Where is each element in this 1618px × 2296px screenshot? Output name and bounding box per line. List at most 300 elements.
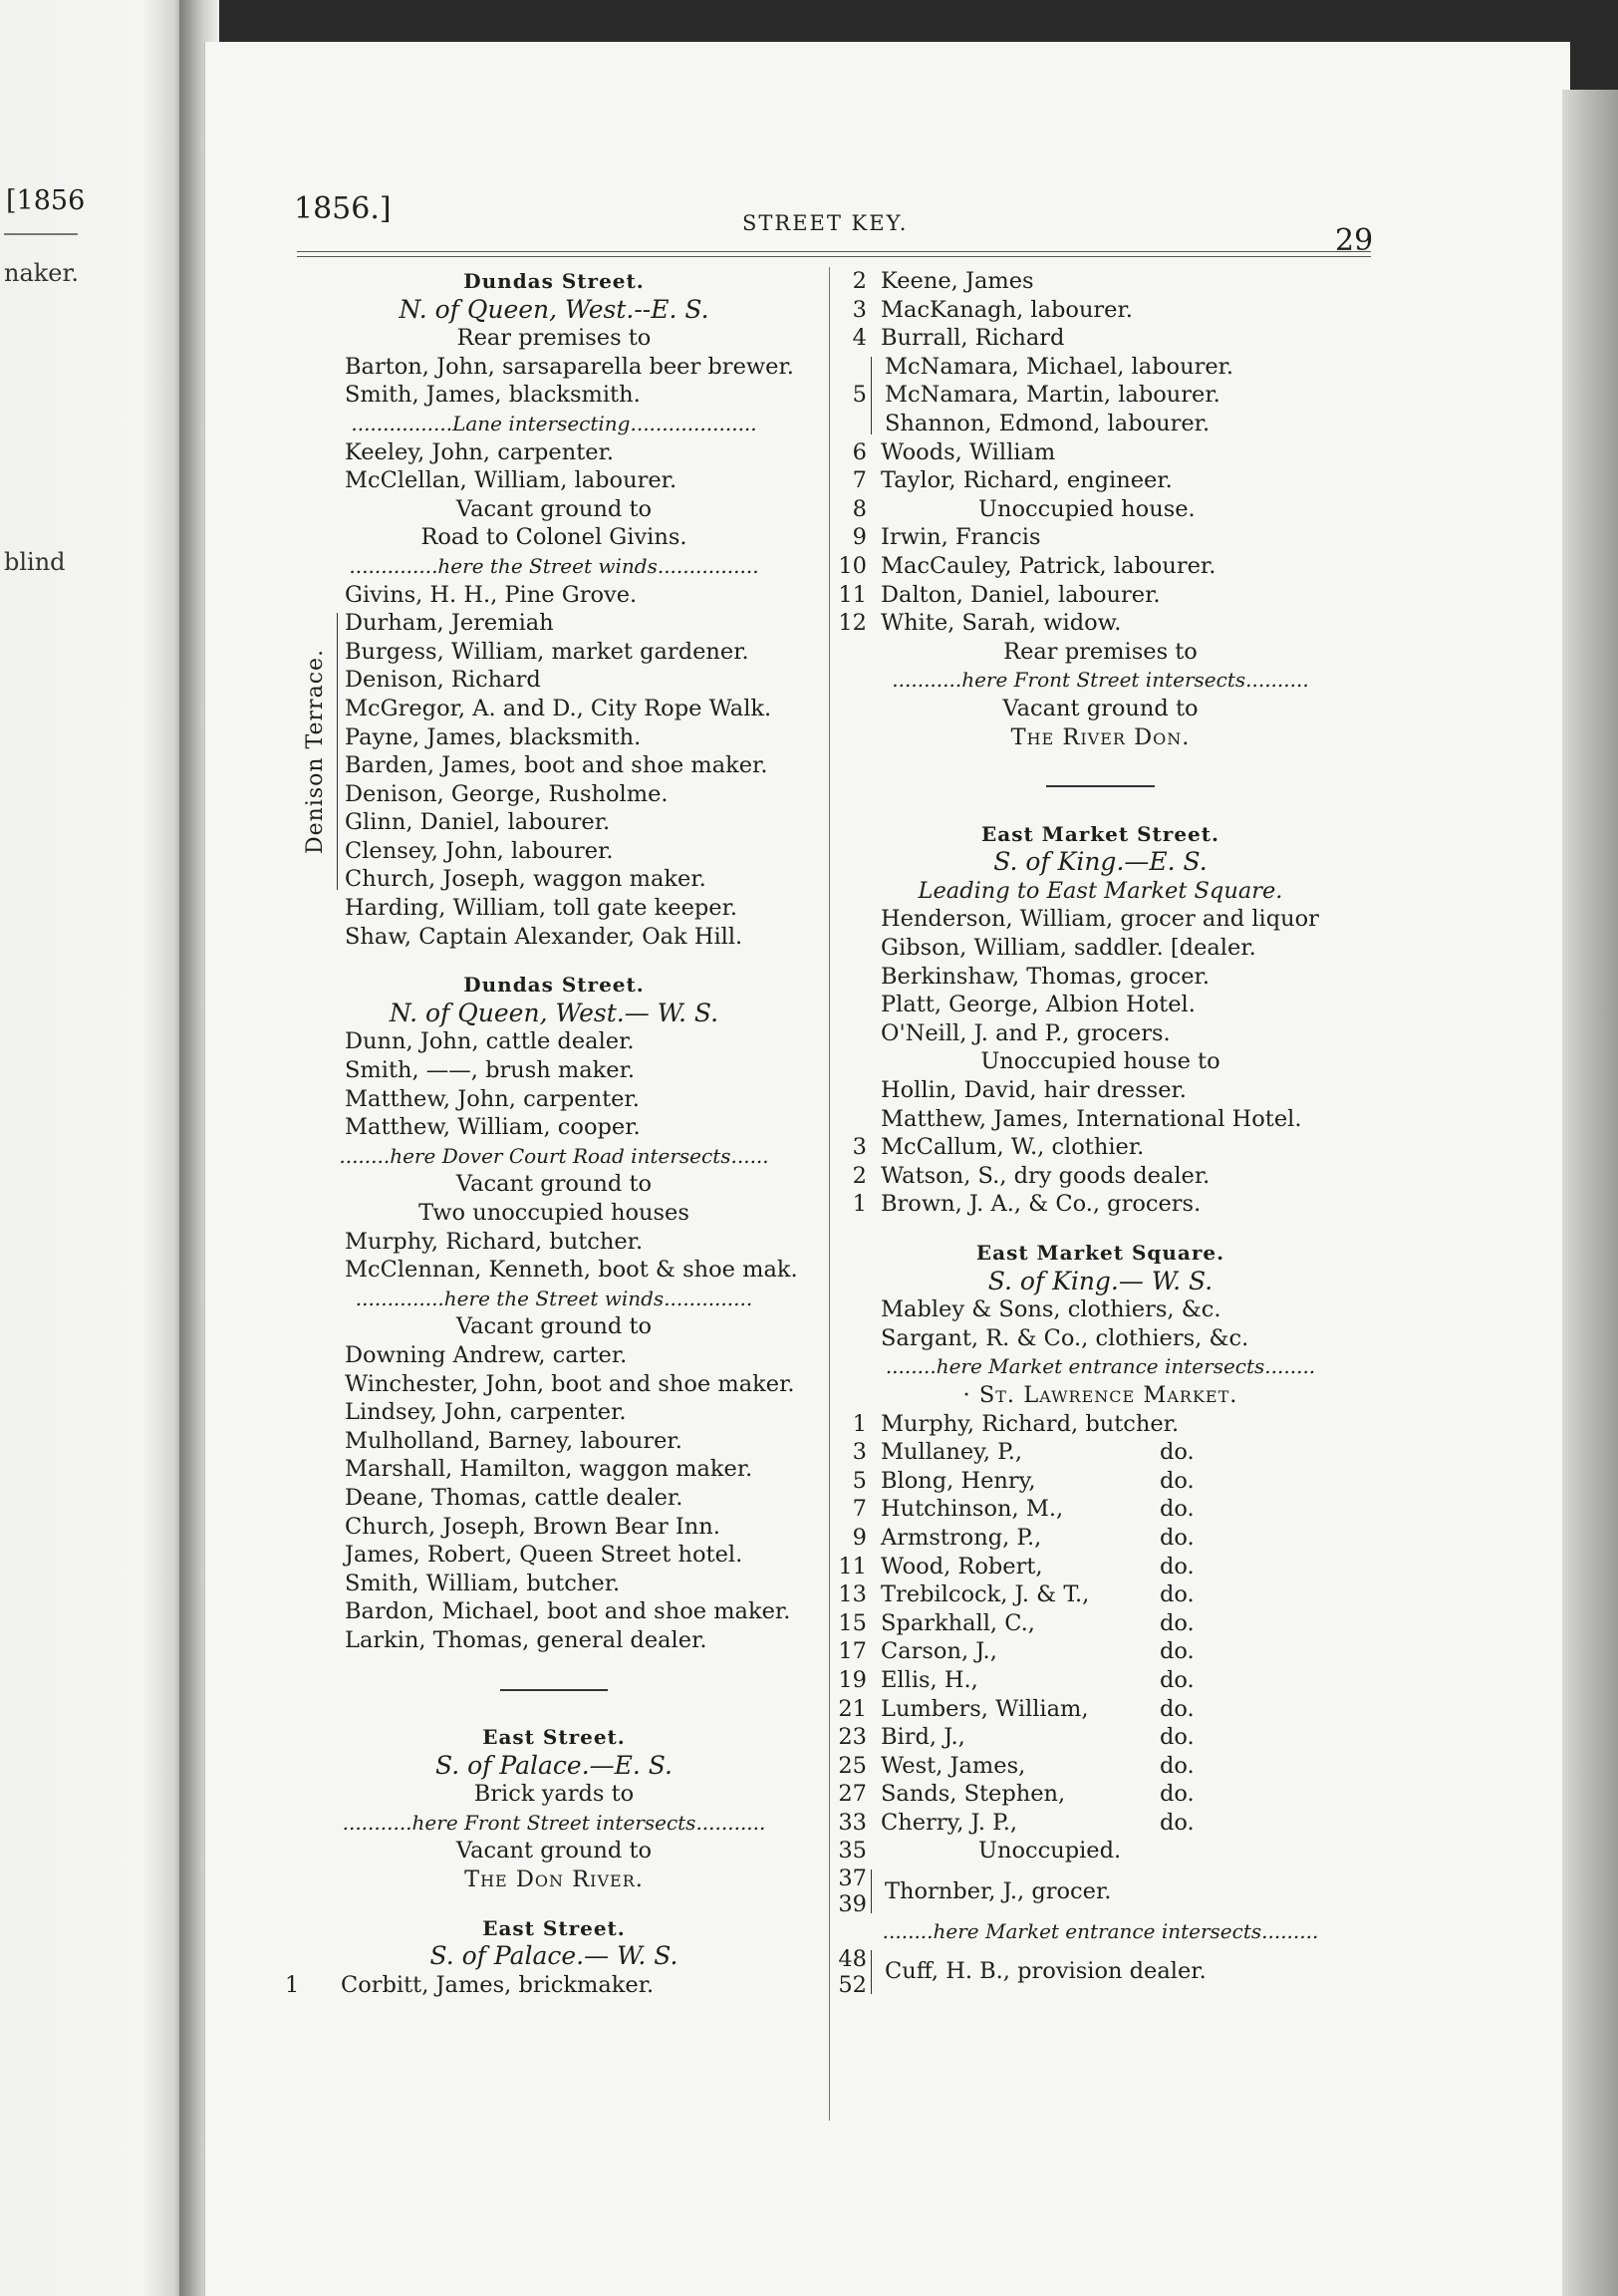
street-subheading: [829, 848, 1372, 877]
street-heading: [285, 1914, 823, 1943]
line-text: O'Neill, J. and P., grocers.: [881, 1019, 1171, 1046]
line-text: East Market Square.: [975, 1241, 1225, 1265]
line-text: Brick yards to: [473, 1781, 635, 1808]
ditto-mark: do.: [1160, 1809, 1195, 1836]
italic-note: [829, 877, 1372, 906]
numbered-entry: [829, 495, 1372, 524]
entry-text: Burgess, William, market gardener.: [345, 638, 749, 665]
directory-entry: [285, 837, 823, 866]
entry-text: Cuff, H. B., provision dealer.: [885, 1958, 1207, 1985]
street-subheading: [285, 296, 823, 325]
entry-text: McNamara, Martin, labourer.: [885, 382, 1220, 409]
ditto-mark: do.: [1160, 1724, 1195, 1751]
entry-text: Church, Joseph, waggon maker.: [345, 866, 706, 893]
numbered-entry: [829, 1524, 1372, 1553]
left-column: [285, 267, 823, 1999]
numbered-entry: [829, 581, 1372, 610]
line-text: Church, Joseph, Brown Bear Inn.: [345, 1513, 720, 1540]
entry-text: Dalton, Daniel, labourer.: [881, 581, 1161, 608]
line-text: Matthew, James, International Hotel.: [881, 1105, 1302, 1132]
entry-text: Corbitt, James, brickmaker.: [341, 1971, 655, 1998]
spacer: [285, 951, 823, 971]
ditto-mark: do.: [1160, 1666, 1195, 1693]
ditto-mark: do.: [1160, 1524, 1195, 1551]
numbered-entry: [829, 267, 1372, 296]
line-text: Marshall, Hamilton, waggon maker.: [345, 1456, 753, 1483]
directory-entry: [829, 963, 1372, 992]
line-text: S. of King.—E. S.: [993, 847, 1208, 877]
intersection-line: [285, 410, 823, 438]
house-number: 7: [852, 467, 867, 494]
entry-text: Barden, James, boot and shoe maker.: [345, 752, 768, 779]
house-number: 1: [285, 1971, 300, 1998]
centered-note: [285, 523, 823, 552]
entry-text: Durham, Jeremiah: [345, 610, 554, 637]
house-number: 52: [838, 1971, 867, 1998]
house-number: 8: [852, 495, 867, 522]
line-text: ................Lane intersecting....................: [351, 411, 757, 435]
line-text: Vacant ground to: [455, 495, 653, 522]
small-caps-note: [829, 723, 1372, 752]
line-text: Hollin, David, hair dresser.: [881, 1077, 1187, 1104]
spacer: [285, 1655, 823, 1675]
previous-page-text: naker.: [4, 259, 79, 287]
line-text: Rear premises to: [456, 325, 652, 352]
line-text: The Don River.: [464, 1866, 644, 1893]
spacer: [829, 751, 1372, 771]
directory-entry: [285, 1056, 823, 1085]
numbered-entry: [829, 1809, 1372, 1838]
house-number: 1: [852, 1410, 867, 1437]
directory-entry: [285, 381, 823, 410]
directory-entry: [285, 1626, 823, 1655]
directory-entry: [285, 1027, 823, 1056]
ditto-mark: do.: [1160, 1467, 1195, 1494]
directory-entry: [285, 438, 823, 467]
directory-entry: [285, 1113, 823, 1142]
house-number: 3: [852, 296, 867, 323]
header-rule: [297, 251, 1371, 252]
numbered-entry: [829, 1780, 1372, 1809]
entry-text: White, Sarah, widow.: [881, 610, 1122, 637]
numbered-entry: [829, 1666, 1372, 1695]
numbered-entry: [829, 324, 1372, 353]
entry-text: Lumbers, William,: [881, 1695, 1089, 1722]
line-text: The River Don.: [1010, 723, 1191, 750]
line-text: Vacant ground to: [455, 1838, 653, 1865]
street-heading: [285, 1723, 823, 1752]
centered-note: [829, 638, 1372, 667]
bracketed-group: [285, 609, 823, 894]
ditto-mark: do.: [1160, 1609, 1195, 1636]
directory-entry: [285, 1085, 823, 1114]
ditto-mark: do.: [1160, 1439, 1195, 1466]
directory-entry: [285, 723, 823, 752]
directory-entry: [285, 865, 823, 894]
entry-text: Blong, Henry,: [881, 1467, 1036, 1494]
house-number: 33: [838, 1809, 867, 1836]
line-text: Murphy, Richard, butcher.: [345, 1228, 644, 1255]
line-text: ..............here the Street winds..............: [355, 1286, 753, 1310]
ditto-mark: do.: [1160, 1638, 1195, 1665]
house-number: 27: [838, 1781, 867, 1808]
numbered-entry: [829, 1723, 1372, 1752]
line-text: Leading to East Market Square.: [918, 877, 1283, 904]
centered-note: [285, 1837, 823, 1866]
house-number: 25: [838, 1752, 867, 1779]
line-text: East Street.: [482, 1725, 626, 1750]
entry-text: Unoccupied.: [978, 1838, 1122, 1865]
house-number: 35: [838, 1838, 867, 1865]
directory-entry: [285, 1513, 823, 1542]
street-subheading: [829, 1268, 1372, 1296]
numbered-entry: [829, 523, 1372, 552]
directory-entry: [285, 1398, 823, 1427]
entry-text: Watson, S., dry goods dealer.: [881, 1162, 1211, 1189]
entry-text: Thornber, J., grocer.: [885, 1877, 1112, 1904]
line-text: Vacant ground to: [1002, 695, 1199, 721]
divider-line: [1046, 785, 1155, 787]
line-text: Deane, Thomas, cattle dealer.: [345, 1484, 683, 1511]
line-text: Givins, H. H., Pine Grove.: [345, 581, 638, 608]
centered-note: [285, 1312, 823, 1341]
numbered-entry: [829, 1438, 1372, 1467]
directory-entry: [829, 410, 1372, 438]
house-number: 37: [838, 1866, 867, 1892]
centered-note: [285, 1780, 823, 1809]
line-text: ........here Market entrance intersects........: [885, 1354, 1316, 1379]
line-text: Larkin, Thomas, general dealer.: [345, 1626, 707, 1653]
bracketed-group: [829, 1946, 1372, 1998]
directory-entry: [829, 381, 1372, 410]
house-number: 5: [852, 1467, 867, 1494]
ditto-mark: do.: [1160, 1553, 1195, 1579]
spacer: [829, 1219, 1372, 1239]
directory-entry: [285, 1570, 823, 1598]
spacer: [285, 1703, 823, 1723]
line-text: Mulholland, Barney, labourer.: [345, 1427, 682, 1454]
section-divider: [285, 1675, 823, 1704]
line-text: Matthew, William, cooper.: [345, 1114, 641, 1141]
numbered-entry: [829, 438, 1372, 467]
bracketed-group: [829, 1866, 1372, 1917]
street-heading: [829, 820, 1372, 849]
section-divider: [829, 771, 1372, 800]
directory-entry: [285, 1597, 823, 1626]
numbered-entry: [829, 1837, 1372, 1866]
entry-text: Sparkhall, C.,: [881, 1609, 1035, 1636]
line-text: Vacant ground to: [455, 1171, 653, 1198]
group-label: Denison Terrace.: [303, 649, 328, 855]
line-text: Smith, ——, brush maker.: [345, 1057, 636, 1084]
intersection-line: [285, 1142, 823, 1171]
page-edges: [1562, 90, 1618, 2296]
house-number: 2: [852, 1162, 867, 1189]
directory-entry: [285, 1370, 823, 1399]
intersection-line: [285, 1809, 823, 1838]
directory-entry: [285, 1484, 823, 1513]
ditto-mark: do.: [1160, 1581, 1195, 1608]
centered-note: [829, 1047, 1372, 1076]
entry-text: Wood, Robert,: [881, 1553, 1043, 1579]
house-number: 23: [838, 1724, 867, 1751]
entry-text: Ellis, H.,: [881, 1666, 978, 1693]
numbered-entry: [829, 552, 1372, 581]
ditto-mark: do.: [1160, 1781, 1195, 1808]
street-heading: [285, 267, 823, 296]
line-text: Henderson, William, grocer and liquor: [881, 906, 1319, 933]
house-number: 48: [838, 1945, 867, 1972]
line-text: ........here Dover Court Road intersects......: [339, 1143, 769, 1168]
entry-text: Burrall, Richard: [881, 325, 1065, 352]
entry-text: Cherry, J. P.,: [881, 1809, 1018, 1836]
line-text: S. of King.— W. S.: [987, 1266, 1214, 1295]
small-caps-note: [285, 1866, 823, 1894]
numbered-entry: [829, 1495, 1372, 1524]
line-text: N. of Queen, West.--E. S.: [399, 294, 709, 324]
numbered-entry: [829, 296, 1372, 325]
house-number: 3: [852, 1439, 867, 1466]
line-text: ...........here Front Street intersects..........: [892, 668, 1309, 693]
line-text: Mabley & Sons, clothiers, &c.: [881, 1296, 1221, 1323]
entry-text: MacCauley, Patrick, labourer.: [881, 552, 1216, 579]
directory-entry: [285, 808, 823, 837]
entry-text: Taylor, Richard, engineer.: [881, 467, 1173, 494]
house-number: 39: [838, 1891, 867, 1918]
numbered-entry: [829, 1637, 1372, 1666]
line-text: Lindsey, John, carpenter.: [345, 1399, 627, 1426]
line-text: S. of Palace.—E. S.: [435, 1750, 673, 1780]
house-number: 9: [852, 524, 867, 551]
entry-text: Glinn, Daniel, labourer.: [345, 809, 611, 836]
directory-entry: [285, 695, 823, 723]
directory-entry: [285, 353, 823, 382]
line-text: East Market Street.: [981, 821, 1219, 846]
numbered-entry: [829, 1410, 1372, 1439]
street-subheading: [285, 1752, 823, 1781]
street-heading: [829, 1239, 1372, 1268]
directory-entry: [829, 991, 1372, 1019]
line-text: ..............here the Street winds................: [349, 553, 759, 578]
house-number: 11: [838, 581, 867, 608]
entry-text: West, James,: [881, 1752, 1026, 1779]
entry-text: McGregor, A. and D., City Rope Walk.: [345, 695, 772, 721]
line-text: Dundas Street.: [463, 269, 645, 293]
line-text: ........here Market entrance intersects.........: [882, 1919, 1319, 1944]
centered-note: [829, 695, 1372, 723]
entry-text: MacKanagh, labourer.: [881, 296, 1133, 323]
directory-entry: [285, 751, 823, 780]
numbered-entry: [829, 1133, 1372, 1162]
bracketed-group: [829, 353, 1372, 438]
ditto-mark: do.: [1160, 1496, 1195, 1523]
house-number: 6: [852, 438, 867, 465]
house-number: 19: [838, 1666, 867, 1693]
previous-page-rule: [4, 233, 78, 235]
directory-entry: [829, 1105, 1372, 1134]
directory-entry: [829, 1019, 1372, 1048]
line-text: Two unoccupied houses: [418, 1200, 689, 1226]
line-text: East Street.: [482, 1915, 626, 1940]
line-text: James, Robert, Queen Street hotel.: [345, 1542, 743, 1569]
line-text: Vacant ground to: [455, 1313, 653, 1340]
line-text: Gibson, William, saddler. [dealer.: [881, 935, 1256, 962]
centered-note: [285, 1199, 823, 1228]
house-number: 2: [852, 268, 867, 294]
line-text: Platt, George, Albion Hotel.: [881, 992, 1196, 1018]
previous-page-edge: [0, 0, 189, 2296]
line-text: Unoccupied house to: [980, 1048, 1220, 1075]
house-number: 10: [838, 552, 867, 579]
directory-entry: [285, 1256, 823, 1285]
intersection-line: [285, 1285, 823, 1313]
line-text: Rear premises to: [1003, 638, 1198, 665]
house-number: 9: [852, 1524, 867, 1551]
directory-entry: [285, 609, 823, 638]
directory-entry: [829, 1295, 1372, 1324]
entry-text: Brown, J. A., & Co., grocers.: [881, 1191, 1202, 1218]
line-text: Sargant, R. & Co., clothiers, &c.: [881, 1324, 1249, 1351]
numbered-entry: [829, 1580, 1372, 1609]
intersection-line: [829, 1352, 1372, 1381]
directory-entry: [285, 1427, 823, 1456]
directory-entry: [829, 1957, 1372, 1986]
entry-text: McCallum, W., clothier.: [881, 1134, 1145, 1161]
numbered-entry: [829, 1695, 1372, 1724]
entry-text: Keene, James: [881, 268, 1034, 294]
numbered-entry: [285, 1971, 823, 2000]
entry-text: Murphy, Richard, butcher.: [881, 1410, 1180, 1437]
house-number: 5: [852, 382, 867, 409]
directory-entry: [285, 581, 823, 610]
numbered-entry: [829, 1467, 1372, 1496]
line-text: Shaw, Captain Alexander, Oak Hill.: [345, 923, 743, 950]
street-subheading: [285, 1000, 823, 1028]
numbered-entry: [829, 1752, 1372, 1781]
entry-text: McNamara, Michael, labourer.: [885, 353, 1234, 380]
entry-text: Sands, Stephen,: [881, 1781, 1066, 1808]
directory-entry: [829, 1877, 1372, 1906]
numbered-entry: [829, 1162, 1372, 1191]
line-text: S. of Palace.— W. S.: [429, 1941, 678, 1971]
entry-text: Carson, J.,: [881, 1638, 997, 1665]
house-number: 21: [838, 1695, 867, 1722]
directory-entry: [829, 934, 1372, 963]
intersection-line: [829, 666, 1372, 695]
street-heading: [285, 971, 823, 1000]
brace-line: [871, 357, 880, 434]
directory-entry: [285, 923, 823, 952]
directory-entry: [285, 1541, 823, 1570]
right-column: [829, 267, 1372, 1998]
header-rule: [297, 256, 1371, 257]
directory-entry: [285, 1455, 823, 1484]
line-text: Harding, William, toll gate keeper.: [345, 895, 738, 922]
directory-entry: [829, 353, 1372, 382]
brace-line: [337, 613, 346, 890]
entry-text: Hutchinson, M.,: [881, 1496, 1064, 1523]
line-text: Matthew, John, carpenter.: [345, 1085, 640, 1112]
line-text: Downing Andrew, carter.: [345, 1341, 628, 1368]
line-text: Barton, John, sarsaparella beer brewer.: [345, 353, 794, 380]
ditto-mark: do.: [1160, 1752, 1195, 1779]
line-text: McClennan, Kenneth, boot & shoe mak.: [345, 1257, 798, 1284]
spacer: [285, 1894, 823, 1914]
entry-text: Irwin, Francis: [881, 524, 1041, 551]
page-number: 29: [1335, 223, 1374, 258]
previous-page-text: blind: [4, 548, 66, 576]
directory-entry: [285, 666, 823, 695]
ditto-mark: do.: [1160, 1695, 1195, 1722]
line-text: Smith, James, blacksmith.: [345, 382, 641, 409]
divider-line: [500, 1689, 608, 1691]
directory-entry: [829, 1324, 1372, 1353]
house-number: 7: [852, 1496, 867, 1523]
entry-text: Mullaney, P.,: [881, 1439, 1023, 1466]
header-year: 1856.]: [294, 191, 392, 226]
directory-entry: [829, 1076, 1372, 1105]
entry-text: Armstrong, P.,: [881, 1524, 1042, 1551]
numbered-entry: [829, 609, 1372, 638]
numbered-entry: [829, 466, 1372, 495]
intersection-line: [285, 552, 823, 581]
house-number: 11: [838, 1553, 867, 1579]
numbered-entry: [829, 1553, 1372, 1581]
entry-text: Trebilcock, J. & T.,: [881, 1581, 1090, 1608]
house-number: 3: [852, 1134, 867, 1161]
small-caps-note: [829, 1381, 1372, 1410]
line-text: Berkinshaw, Thomas, grocer.: [881, 963, 1210, 990]
house-number: 13: [838, 1581, 867, 1608]
house-number: 12: [838, 610, 867, 637]
line-text: Dundas Street.: [463, 973, 645, 998]
spacer: [829, 800, 1372, 820]
directory-entry: [829, 905, 1372, 934]
line-text: Dunn, John, cattle dealer.: [345, 1028, 635, 1055]
line-text: Keeley, John, carpenter.: [345, 438, 614, 465]
line-text: Winchester, John, boot and shoe maker.: [345, 1370, 795, 1397]
centered-note: [285, 1170, 823, 1199]
entry-text: Denison, George, Rusholme.: [345, 780, 669, 807]
house-number: 17: [838, 1638, 867, 1665]
numbered-entry: [829, 1609, 1372, 1638]
directory-entry: [285, 780, 823, 809]
entry-text: Payne, James, blacksmith.: [345, 723, 642, 750]
directory-entry: [285, 1341, 823, 1370]
house-number: 15: [838, 1609, 867, 1636]
line-text: Bardon, Michael, boot and shoe maker.: [345, 1598, 791, 1625]
directory-entry: [285, 1228, 823, 1257]
directory-entry: [285, 466, 823, 495]
house-number: 1: [852, 1191, 867, 1218]
directory-entry: [285, 638, 823, 667]
numbered-entry: [829, 1190, 1372, 1219]
entry-text: Shannon, Edmond, labourer.: [885, 410, 1211, 436]
line-text: · St. Lawrence Market.: [962, 1381, 1238, 1408]
street-subheading: [285, 1942, 823, 1971]
line-text: ...........here Front Street intersects...........: [342, 1810, 766, 1835]
entry-text: Clensey, John, labourer.: [345, 837, 614, 864]
entry-text: Denison, Richard: [345, 667, 541, 694]
header-title: STREET KEY.: [742, 211, 909, 235]
directory-entry: [285, 894, 823, 923]
entry-text: Woods, William: [881, 438, 1056, 465]
house-number: 4: [852, 325, 867, 352]
centered-note: [285, 324, 823, 353]
previous-page-year: [1856: [6, 185, 86, 216]
entry-text: Unoccupied house.: [978, 495, 1196, 522]
intersection-line: [829, 1917, 1372, 1946]
